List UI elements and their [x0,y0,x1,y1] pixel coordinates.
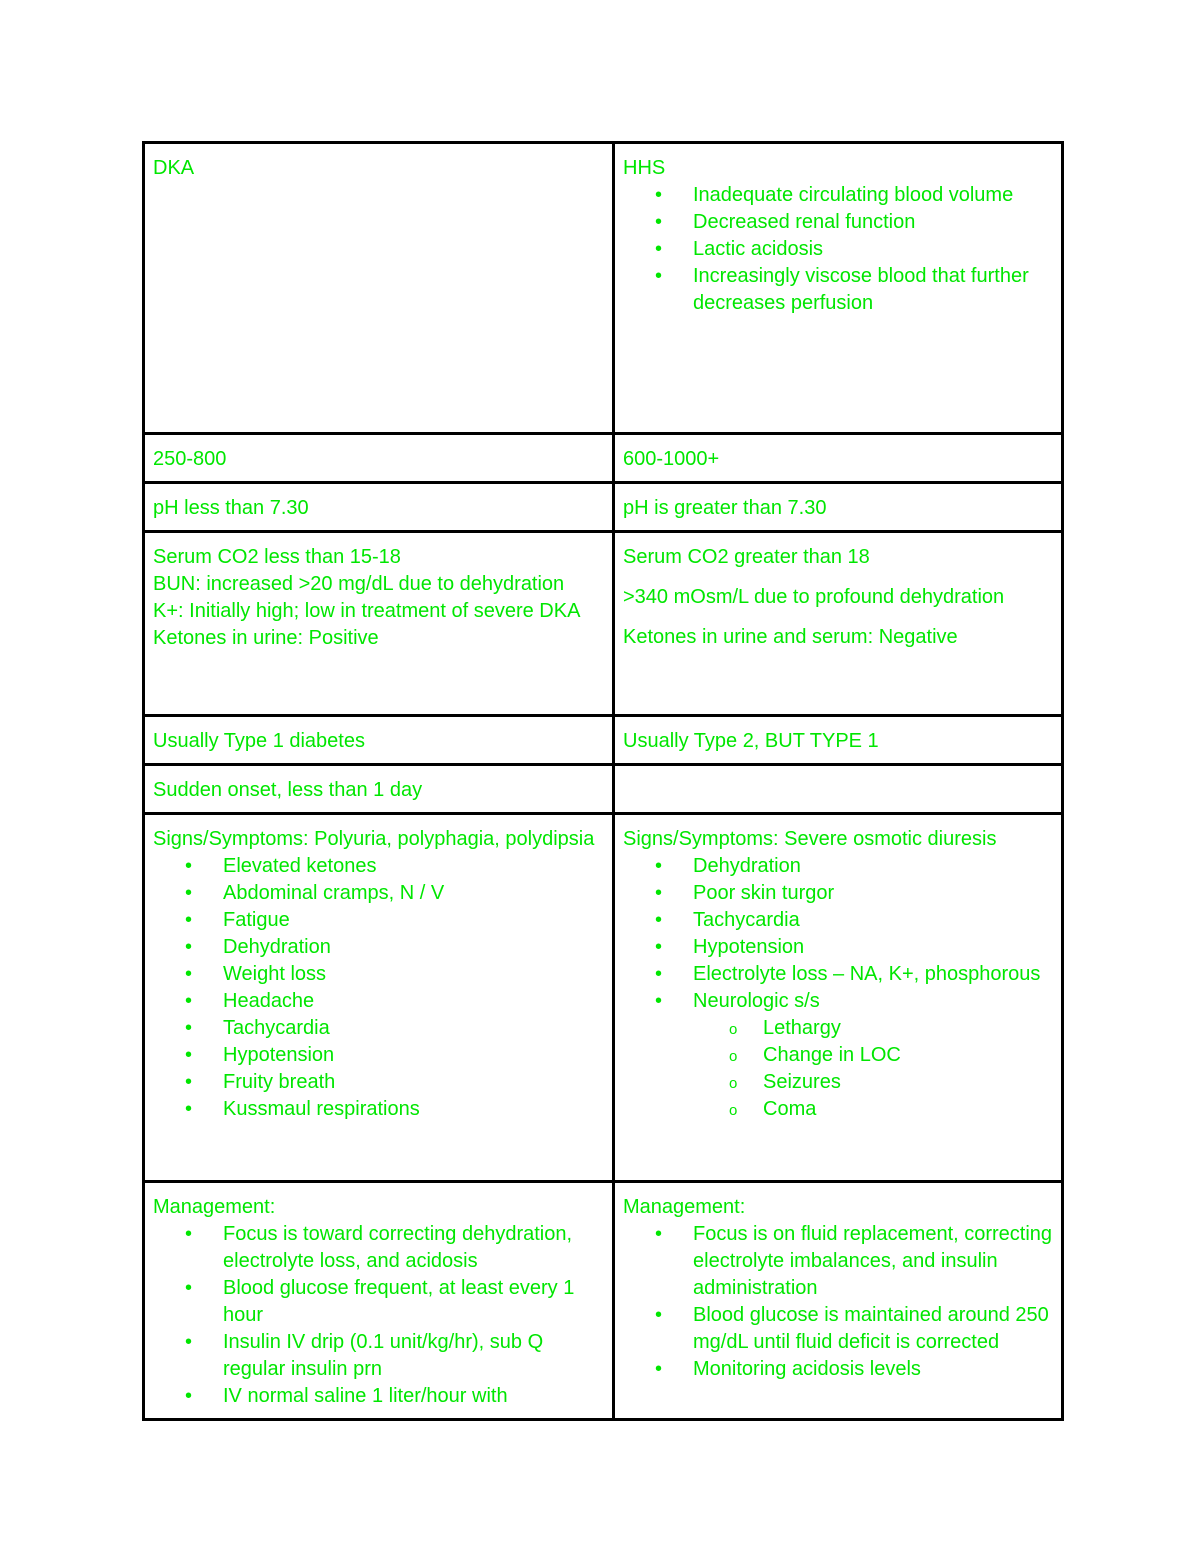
cell-hhs-ph: pH is greater than 7.30 [614,483,1063,532]
table-row-management [144,1182,1063,1420]
list-item: • Blood glucose frequent, at least every 1 hour [223,1275,604,1329]
list-item: • Hypotension [223,1042,604,1069]
list-item: • Poor skin turgor [693,880,1053,907]
lab-line: >340 mOsm/L due to profound dehydration [623,586,1005,608]
table-row-type [144,716,1063,765]
cell-hhs-glucose: 600-1000+ [614,434,1063,483]
dka-management-list [153,1221,604,1410]
list-item: • Insulin IV drip (0.1 unit/kg/hr), sub Q regular insulin prn [223,1329,604,1383]
list-item: • Lactic acidosis [693,236,1053,263]
dka-hhs-comparison-table [142,141,1064,1421]
cell-hhs-header [614,143,1063,434]
list-item: • Tachycardia [223,1015,604,1042]
cell-dka-header [144,143,614,434]
table-row-labs [144,532,1063,716]
cell-dka-management [144,1182,614,1420]
dka-heading: DKA [153,157,195,179]
lab-line: Serum CO2 greater than 18 [623,546,870,568]
lab-line: Serum CO2 less than 15-18 [153,546,401,568]
list-item: • Hypotension [693,934,1053,961]
table-row-onset [144,765,1063,814]
hhs-management-heading: Management: [623,1196,746,1218]
lab-line: BUN: increased >20 mg/dL due to dehydration [153,573,565,595]
list-item: • Decreased renal function [693,209,1053,236]
cell-dka-symptoms [144,814,614,1182]
sub-list-item: o Coma [763,1096,1053,1123]
cell-dka-ph: pH less than 7.30 [144,483,614,532]
list-item: • Focus is toward correcting dehydration, electrolyte loss, and acidosis [223,1221,604,1275]
list-item: • Elevated ketones [223,853,604,880]
dka-symptoms-heading: Signs/Symptoms: Polyuria, polyphagia, polydipsia [153,828,595,850]
cell-hhs-symptoms [614,814,1063,1182]
list-item: • Blood glucose is maintained around 250 mg/dL until fluid deficit is corrected [693,1302,1053,1356]
table-row-ph [144,483,1063,532]
list-item: • Weight loss [223,961,604,988]
list-item: • Fruity breath [223,1069,604,1096]
neurologic-label: Neurologic s/s [693,990,820,1012]
cell-dka-glucose: 250-800 [144,434,614,483]
lab-line: Ketones in urine and serum: Negative [623,626,958,648]
hhs-heading: HHS [623,157,666,179]
list-item-neurologic [693,988,1053,1123]
sub-list-item: o Lethargy [763,1015,1053,1042]
hhs-management-list [623,1221,1053,1383]
sub-list-item: o Seizures [763,1069,1053,1096]
dka-management-heading: Management: [153,1196,276,1218]
table-row-glucose [144,434,1063,483]
cell-dka-onset: Sudden onset, less than 1 day [144,765,614,814]
cell-hhs-type: Usually Type 2, BUT TYPE 1 [614,716,1063,765]
table-row-symptoms [144,814,1063,1182]
cell-dka-labs [144,532,614,716]
table-row-header [144,143,1063,434]
list-item: • Dehydration [693,853,1053,880]
dka-symptoms-list [153,853,604,1123]
list-item: • IV normal saline 1 liter/hour with [223,1383,604,1410]
hhs-symptoms-list [623,853,1053,1123]
list-item: • Electrolyte loss – NA, K+, phosphorous [693,961,1053,988]
list-item: • Fatigue [223,907,604,934]
list-item: • Monitoring acidosis levels [693,1356,1053,1383]
list-item: • Inadequate circulating blood volume [693,182,1053,209]
lab-line: Ketones in urine: Positive [153,627,379,649]
list-item: • Tachycardia [693,907,1053,934]
list-item: • Dehydration [223,934,604,961]
list-item: • Headache [223,988,604,1015]
list-item: • Abdominal cramps, N / V [223,880,604,907]
list-item: • Kussmaul respirations [223,1096,604,1123]
hhs-symptoms-heading: Signs/Symptoms: Severe osmotic diuresis [623,828,997,850]
cell-hhs-management [614,1182,1063,1420]
list-item: • Increasingly viscose blood that further decreases perfusion [693,263,1053,317]
cell-dka-type: Usually Type 1 diabetes [144,716,614,765]
list-item: • Focus is on fluid replacement, correcting electrolyte imbalances, and insulin administration [693,1221,1053,1302]
cell-hhs-labs [614,532,1063,716]
sub-list-item: o Change in LOC [763,1042,1053,1069]
hhs-causes-list [623,182,1053,317]
cell-hhs-onset [614,765,1063,814]
lab-line: K+: Initially high; low in treatment of severe DKA [153,600,581,622]
neurologic-sublist [693,1015,1053,1123]
